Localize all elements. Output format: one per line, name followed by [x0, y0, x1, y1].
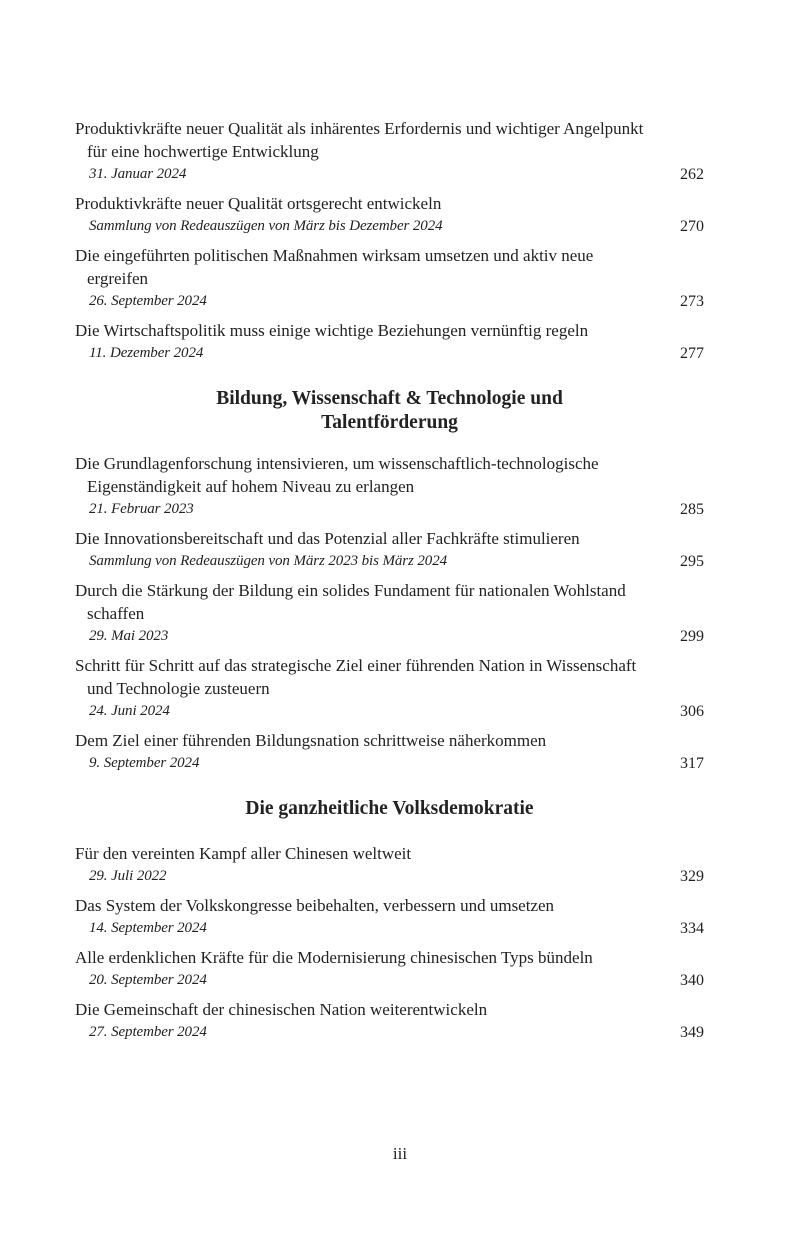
entry-page-number: 329: [680, 868, 704, 885]
entry-title: Schritt für Schritt auf das strategische Ziel einer führenden Nation in Wissenschaft und Technologie zusteuern: [75, 656, 637, 698]
toc-entry[interactable]: [75, 192, 704, 238]
entry-page-number: 295: [680, 553, 704, 570]
toc-entry[interactable]: [75, 117, 704, 186]
toc-entry[interactable]: [75, 452, 704, 521]
entry-title: Die eingeführten politischen Maßnahmen wirksam umsetzen und aktiv neue ergreifen: [75, 246, 594, 288]
entry-date: 21. Februar 2023: [89, 501, 194, 517]
toc-entry[interactable]: [75, 729, 704, 775]
toc-entry[interactable]: [75, 894, 704, 940]
section-heading: Die ganzheitliche Volksdemokratie: [245, 798, 534, 819]
entry-page-number: 306: [680, 703, 704, 720]
entry-page-number: 285: [680, 501, 704, 518]
entry-date: Sammlung von Redeauszügen von März 2023 bis März 2024: [89, 553, 448, 569]
entry-page-number: 299: [680, 628, 704, 645]
page-footer-number: iii: [392, 1144, 408, 1163]
entry-date: 20. September 2024: [89, 972, 207, 988]
toc-entry[interactable]: [75, 946, 704, 992]
entry-date: 11. Dezember 2024: [89, 345, 204, 361]
entry-title: Die Wirtschaftspolitik muss einige wichtige Beziehungen vernünftig regeln: [75, 321, 589, 340]
entry-date: 27. September 2024: [89, 1024, 207, 1040]
entry-page-number: 273: [680, 293, 704, 310]
entry-page-number: 317: [680, 755, 704, 772]
entry-title: Für den vereinten Kampf aller Chinesen weltweit: [75, 844, 412, 863]
entry-title: Dem Ziel einer führenden Bildungsnation schrittweise näherkommen: [75, 731, 547, 750]
entry-date: 29. Juli 2022: [89, 868, 167, 884]
entry-date: 26. September 2024: [89, 293, 207, 309]
entry-page-number: 270: [680, 218, 704, 235]
entry-date: 9. September 2024: [89, 755, 200, 771]
entry-title: Die Innovationsbereitschaft und das Potenzial aller Fachkräfte stimulieren: [75, 529, 580, 548]
toc-entry[interactable]: [75, 654, 704, 723]
toc-entry[interactable]: [75, 319, 704, 365]
toc-entry[interactable]: [75, 998, 704, 1044]
entry-page-number: 334: [680, 920, 704, 937]
entry-title: Produktivkräfte neuer Qualität ortsgerecht entwickeln: [75, 194, 442, 213]
entry-date: 24. Juni 2024: [89, 703, 170, 719]
toc-entry[interactable]: [75, 527, 704, 573]
section-heading: Bildung, Wissenschaft & Technologie und Talentförderung: [216, 388, 563, 433]
entry-date: 29. Mai 2023: [89, 628, 169, 644]
table-of-contents: [75, 117, 704, 1050]
entry-page-number: 349: [680, 1024, 704, 1041]
entry-title: Alle erdenklichen Kräfte für die Modernisierung chinesischen Typs bündeln: [75, 948, 593, 967]
entry-page-number: 277: [680, 345, 704, 362]
entry-title: Die Gemeinschaft der chinesischen Nation weiterentwickeln: [75, 1000, 488, 1019]
entry-title: Produktivkräfte neuer Qualität als inhärentes Erfordernis und wichtiger Angelpunkt für eine hochwertige Entwicklung: [75, 119, 644, 161]
toc-entry[interactable]: [75, 579, 704, 648]
entry-date: 31. Januar 2024: [89, 166, 187, 182]
toc-entry[interactable]: [75, 842, 704, 888]
entry-title: Durch die Stärkung der Bildung ein solides Fundament für nationalen Wohlstand schaffen: [75, 581, 626, 623]
entry-date: 14. September 2024: [89, 920, 207, 936]
entry-title: Die Grundlagenforschung intensivieren, um wissenschaftlich-technologische Eigenständigkeit auf hohem Niveau zu erlangen: [75, 454, 599, 496]
entry-page-number: 262: [680, 166, 704, 183]
toc-entry[interactable]: [75, 244, 704, 313]
entry-page-number: 340: [680, 972, 704, 989]
entry-title: Das System der Volkskongresse beibehalten, verbessern und umsetzen: [75, 896, 555, 915]
entry-date: Sammlung von Redeauszügen von März bis Dezember 2024: [89, 218, 443, 234]
